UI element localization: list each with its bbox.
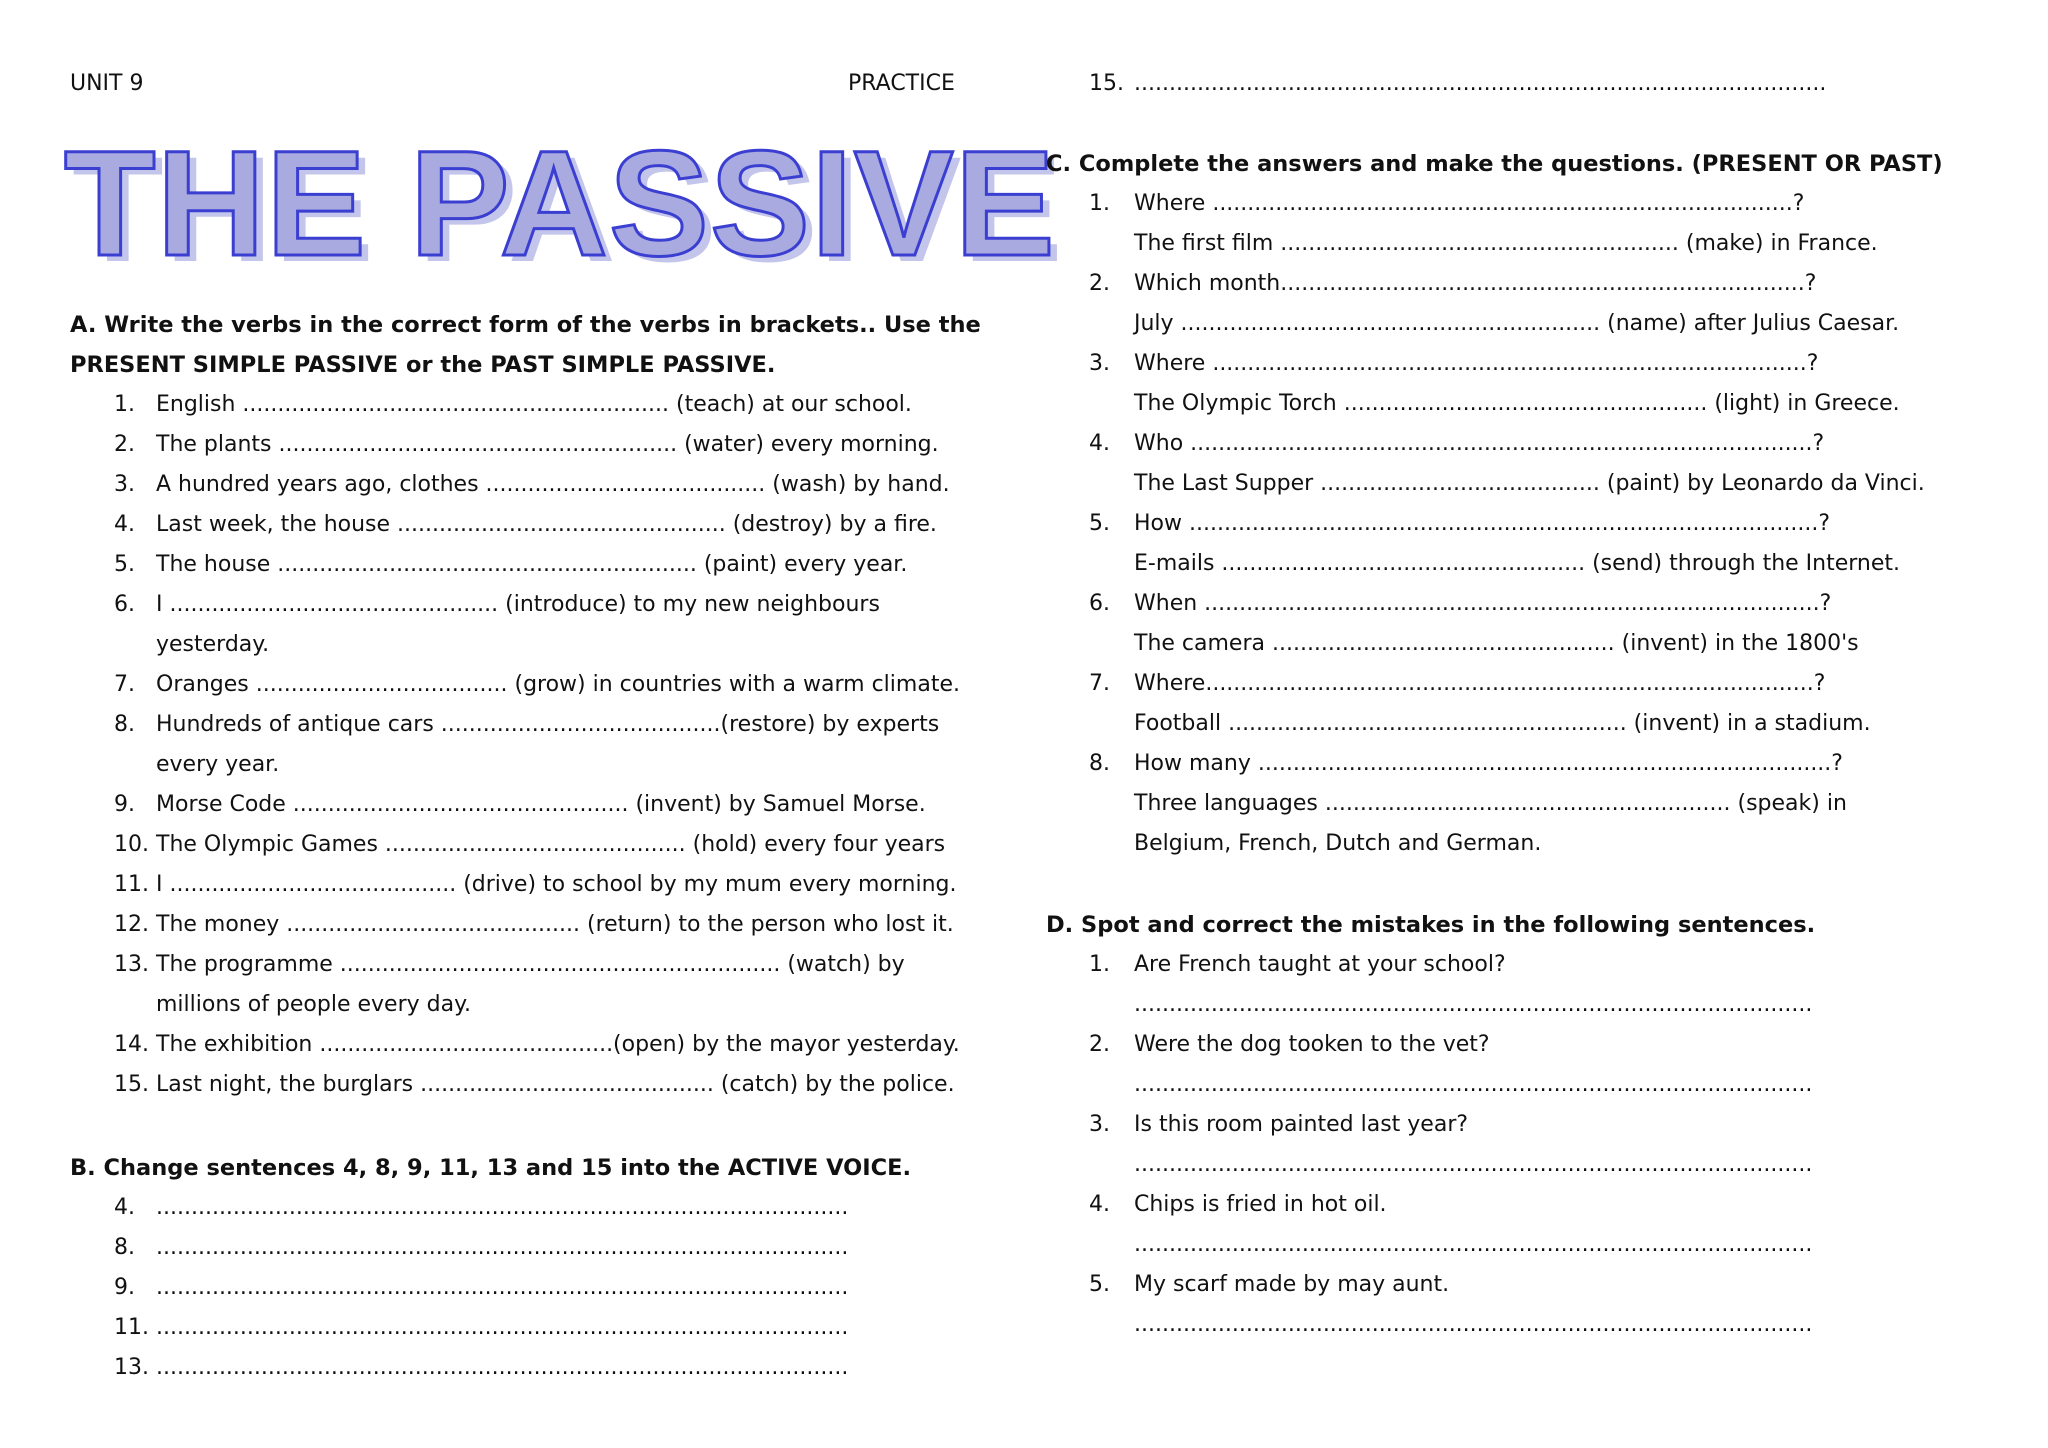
section-a-item-continuation-text: every year. — [156, 752, 280, 777]
section-c-answer-text: The Olympic Torch .................................................... (light) in Greece. — [1134, 391, 1900, 416]
section-b-item-text: ................................................................................................... — [156, 1275, 849, 1300]
section-c-answer-text: Football ......................................................... (invent) in a stadium. — [1134, 711, 1871, 736]
section-b-item — [70, 1268, 1030, 1308]
section-c-answer-text: The Last Supper ........................................ (paint) by Leonardo da Vinci. — [1134, 471, 1925, 496]
section-d-answer-blank-text: ................................................................................................. — [1134, 1232, 1813, 1257]
section-b-item — [70, 1348, 1030, 1388]
section-c-question-text: How ..........................................................................................? — [1134, 511, 1831, 536]
section-a-item-number: 14. — [114, 1032, 149, 1057]
section-c-question-number: 4. — [1089, 431, 1110, 456]
section-d-answer-blank-text: ................................................................................................. — [1134, 1152, 1813, 1177]
section-a-item — [70, 705, 1030, 745]
section-d-item-number: 3. — [1089, 1112, 1110, 1137]
section-c-answer-continuation-text: Belgium, French, Dutch and German. — [1134, 831, 1542, 856]
section-c-answer — [1046, 784, 2006, 824]
section-a-item-text: I ......................................... (drive) to school by my mum every morning. — [156, 872, 957, 897]
section-b-item-number: 8. — [114, 1235, 135, 1260]
section-c-question — [1046, 504, 2006, 544]
section-d-answer-blank-text: ................................................................................................. — [1134, 1312, 1813, 1337]
section-a-item-number: 13. — [114, 952, 149, 977]
section-c-question — [1046, 664, 2006, 704]
section-a-item — [70, 505, 1030, 545]
section-d-answer-blank — [1046, 985, 2006, 1025]
section-d-item — [1046, 1105, 2006, 1145]
section-a-item — [70, 825, 1030, 865]
section-b-heading: B. Change sentences 4, 8, 9, 11, 13 and 15 into the ACTIVE VOICE. — [70, 1155, 912, 1181]
section-b-item-text: ................................................................................................... — [156, 1355, 849, 1380]
section-a — [70, 305, 1030, 1105]
section-a-item-text: The money .......................................... (return) to the person who lost it. — [156, 912, 954, 937]
practice-label: PRACTICE — [848, 71, 955, 96]
section-a-item-continuation-text: yesterday. — [156, 632, 270, 657]
section-a-item — [70, 545, 1030, 585]
section-c-question-number: 5. — [1089, 511, 1110, 536]
prev-item-15-number: 15. — [1089, 71, 1124, 96]
section-a-item — [70, 1025, 1030, 1065]
section-a-item-number: 2. — [114, 432, 135, 457]
section-d-item — [1046, 1185, 2006, 1225]
section-d-item-number: 5. — [1089, 1272, 1110, 1297]
section-a-item-text: Hundreds of antique cars ........................................(restore) by experts — [156, 712, 940, 737]
section-b-item-text: ................................................................................................... — [156, 1315, 849, 1340]
section-c-question-text: How many ..................................................................................? — [1134, 751, 1843, 776]
section-a-item — [70, 665, 1030, 705]
section-a-item-text: The plants ......................................................... (water) every morning. — [156, 432, 939, 457]
section-a-item-continuation — [70, 745, 1030, 785]
section-c-answer-text: The first film ......................................................... (make) in France. — [1134, 231, 1878, 256]
section-d-item — [1046, 945, 2006, 985]
section-c-question — [1046, 744, 2006, 784]
section-a-item — [70, 785, 1030, 825]
section-a-item-number: 5. — [114, 552, 135, 577]
section-c — [1046, 144, 2006, 864]
section-a-item-number: 3. — [114, 472, 135, 497]
section-c-question — [1046, 264, 2006, 304]
section-d-item-number: 2. — [1089, 1032, 1110, 1057]
section-c-answer-text: July ............................................................ (name) after Julius Caesar. — [1134, 311, 1900, 336]
section-b-list — [70, 1188, 1030, 1388]
section-a-item-number: 8. — [114, 712, 135, 737]
section-d — [1046, 905, 2006, 1345]
section-d-heading: D. Spot and correct the mistakes in the following sentences. — [1046, 912, 1816, 938]
section-b-item-number: 13. — [114, 1355, 149, 1380]
section-c-answer-text: The camera ................................................. (invent) in the 1800's — [1134, 631, 1859, 656]
section-b-item-text: ................................................................................................... — [156, 1195, 849, 1220]
section-a-item — [70, 585, 1030, 625]
section-b-item-text: ................................................................................................... — [156, 1235, 849, 1260]
section-d-item — [1046, 1025, 2006, 1065]
section-a-item-number: 15. — [114, 1072, 149, 1097]
section-d-item-number: 1. — [1089, 952, 1110, 977]
section-c-question-text: Where ...................................................................................? — [1134, 191, 1805, 216]
section-c-question — [1046, 344, 2006, 384]
section-d-answer-blank — [1046, 1305, 2006, 1345]
section-c-answer — [1046, 224, 2006, 264]
section-a-item — [70, 945, 1030, 985]
section-c-question — [1046, 424, 2006, 464]
section-a-item-number: 9. — [114, 792, 135, 817]
section-b-item-number: 11. — [114, 1315, 149, 1340]
section-d-item-text: Were the dog tooken to the vet? — [1134, 1032, 1490, 1057]
section-a-item-number: 4. — [114, 512, 135, 537]
section-d-item-text: Are French taught at your school? — [1134, 952, 1506, 977]
section-d-answer-blank — [1046, 1225, 2006, 1265]
section-a-item-text: The programme ............................................................... (watch) by — [156, 952, 905, 977]
section-a-item-text: The exhibition ..........................................(open) by the mayor yesterday. — [156, 1032, 960, 1057]
section-b-item-number: 4. — [114, 1195, 135, 1220]
section-a-item — [70, 905, 1030, 945]
section-c-question-number: 7. — [1089, 671, 1110, 696]
section-c-question-text: When ........................................................................................? — [1134, 591, 1832, 616]
section-c-answer — [1046, 464, 2006, 504]
section-c-question-text: Where .....................................................................................? — [1134, 351, 1819, 376]
section-c-answer-continuation — [1046, 824, 2006, 864]
section-a-item-text: The Olympic Games ........................................... (hold) every four years — [156, 832, 946, 857]
section-a-item — [70, 865, 1030, 905]
section-b-item-number: 9. — [114, 1275, 135, 1300]
section-c-answer-text: Three languages .......................................................... (speak) in — [1134, 791, 1847, 816]
section-c-list — [1046, 184, 2006, 864]
section-c-question-number: 8. — [1089, 751, 1110, 776]
section-a-item-number: 1. — [114, 392, 135, 417]
section-c-answer — [1046, 304, 2006, 344]
section-d-item — [1046, 1265, 2006, 1305]
section-b — [70, 1148, 1030, 1388]
section-a-heading-line2: PRESENT SIMPLE PASSIVE or the PAST SIMPLE PASSIVE. — [70, 352, 776, 378]
section-c-question — [1046, 584, 2006, 624]
section-a-item-text: A hundred years ago, clothes ........................................ (wash) by hand. — [156, 472, 950, 497]
section-d-item-text: My scarf made by may aunt. — [1134, 1272, 1450, 1297]
section-a-item-continuation — [70, 625, 1030, 665]
section-d-item-text: Chips is fried in hot oil. — [1134, 1192, 1387, 1217]
section-a-item-text: English ............................................................. (teach) at our school. — [156, 392, 912, 417]
section-c-answer — [1046, 544, 2006, 584]
section-c-question-number: 6. — [1089, 591, 1110, 616]
section-a-item-number: 10. — [114, 832, 149, 857]
section-b-item — [70, 1228, 1030, 1268]
section-c-question-text: Who .........................................................................................? — [1134, 431, 1825, 456]
section-a-item-number: 12. — [114, 912, 149, 937]
unit-label: UNIT 9 — [70, 71, 144, 96]
section-d-item-text: Is this room painted last year? — [1134, 1112, 1469, 1137]
section-c-question-text: Where.......................................................................................? — [1134, 671, 1826, 696]
section-a-item — [70, 385, 1030, 425]
section-a-item-number: 6. — [114, 592, 135, 617]
section-d-answer-blank-text: ................................................................................................. — [1134, 992, 1813, 1017]
section-d-item-number: 4. — [1089, 1192, 1110, 1217]
prev-item-15-blank: ................................................................................................... — [1134, 71, 1827, 96]
section-a-item-text: I ............................................... (introduce) to my new neighbours — [156, 592, 880, 617]
section-c-question — [1046, 184, 2006, 224]
section-a-item-text: Morse Code ................................................ (invent) by Samuel Morse. — [156, 792, 926, 817]
section-d-answer-blank — [1046, 1065, 2006, 1105]
section-c-answer — [1046, 704, 2006, 744]
section-a-item-text: Last week, the house ............................................... (destroy) by a fire. — [156, 512, 937, 537]
section-d-answer-blank-text: ................................................................................................. — [1134, 1072, 1813, 1097]
section-a-item-text: Oranges .................................... (grow) in countries with a warm climate. — [156, 672, 960, 697]
section-a-item-number: 11. — [114, 872, 149, 897]
section-a-item — [70, 1065, 1030, 1105]
section-a-heading-line1: A. Write the verbs in the correct form of the verbs in brackets.. Use the — [70, 312, 981, 338]
section-b-item — [70, 1308, 1030, 1348]
section-b-item — [70, 1188, 1030, 1228]
section-c-answer-text: E-mails .................................................... (send) through the Internet. — [1134, 551, 1901, 576]
section-c-heading: C. Complete the answers and make the questions. (PRESENT OR PAST) — [1046, 151, 1943, 177]
section-c-answer — [1046, 384, 2006, 424]
section-c-answer — [1046, 624, 2006, 664]
section-c-question-number: 2. — [1089, 271, 1110, 296]
section-a-item-text: Last night, the burglars .......................................... (catch) by the police. — [156, 1072, 955, 1097]
section-d-answer-blank — [1046, 1145, 2006, 1185]
section-c-question-number: 3. — [1089, 351, 1110, 376]
section-c-question-text: Which month...........................................................................? — [1134, 271, 1817, 296]
section-a-item-number: 7. — [114, 672, 135, 697]
section-a-item-continuation — [70, 985, 1030, 1025]
section-d-list — [1046, 945, 2006, 1345]
section-a-list — [70, 385, 1030, 1105]
section-c-question-number: 1. — [1089, 191, 1110, 216]
page-title: THE PASSIVE — [64, 119, 1056, 287]
section-a-item — [70, 425, 1030, 465]
section-a-item-text: The house ............................................................ (paint) every year. — [156, 552, 908, 577]
section-a-item — [70, 465, 1030, 505]
section-a-item-continuation-text: millions of people every day. — [156, 992, 471, 1017]
